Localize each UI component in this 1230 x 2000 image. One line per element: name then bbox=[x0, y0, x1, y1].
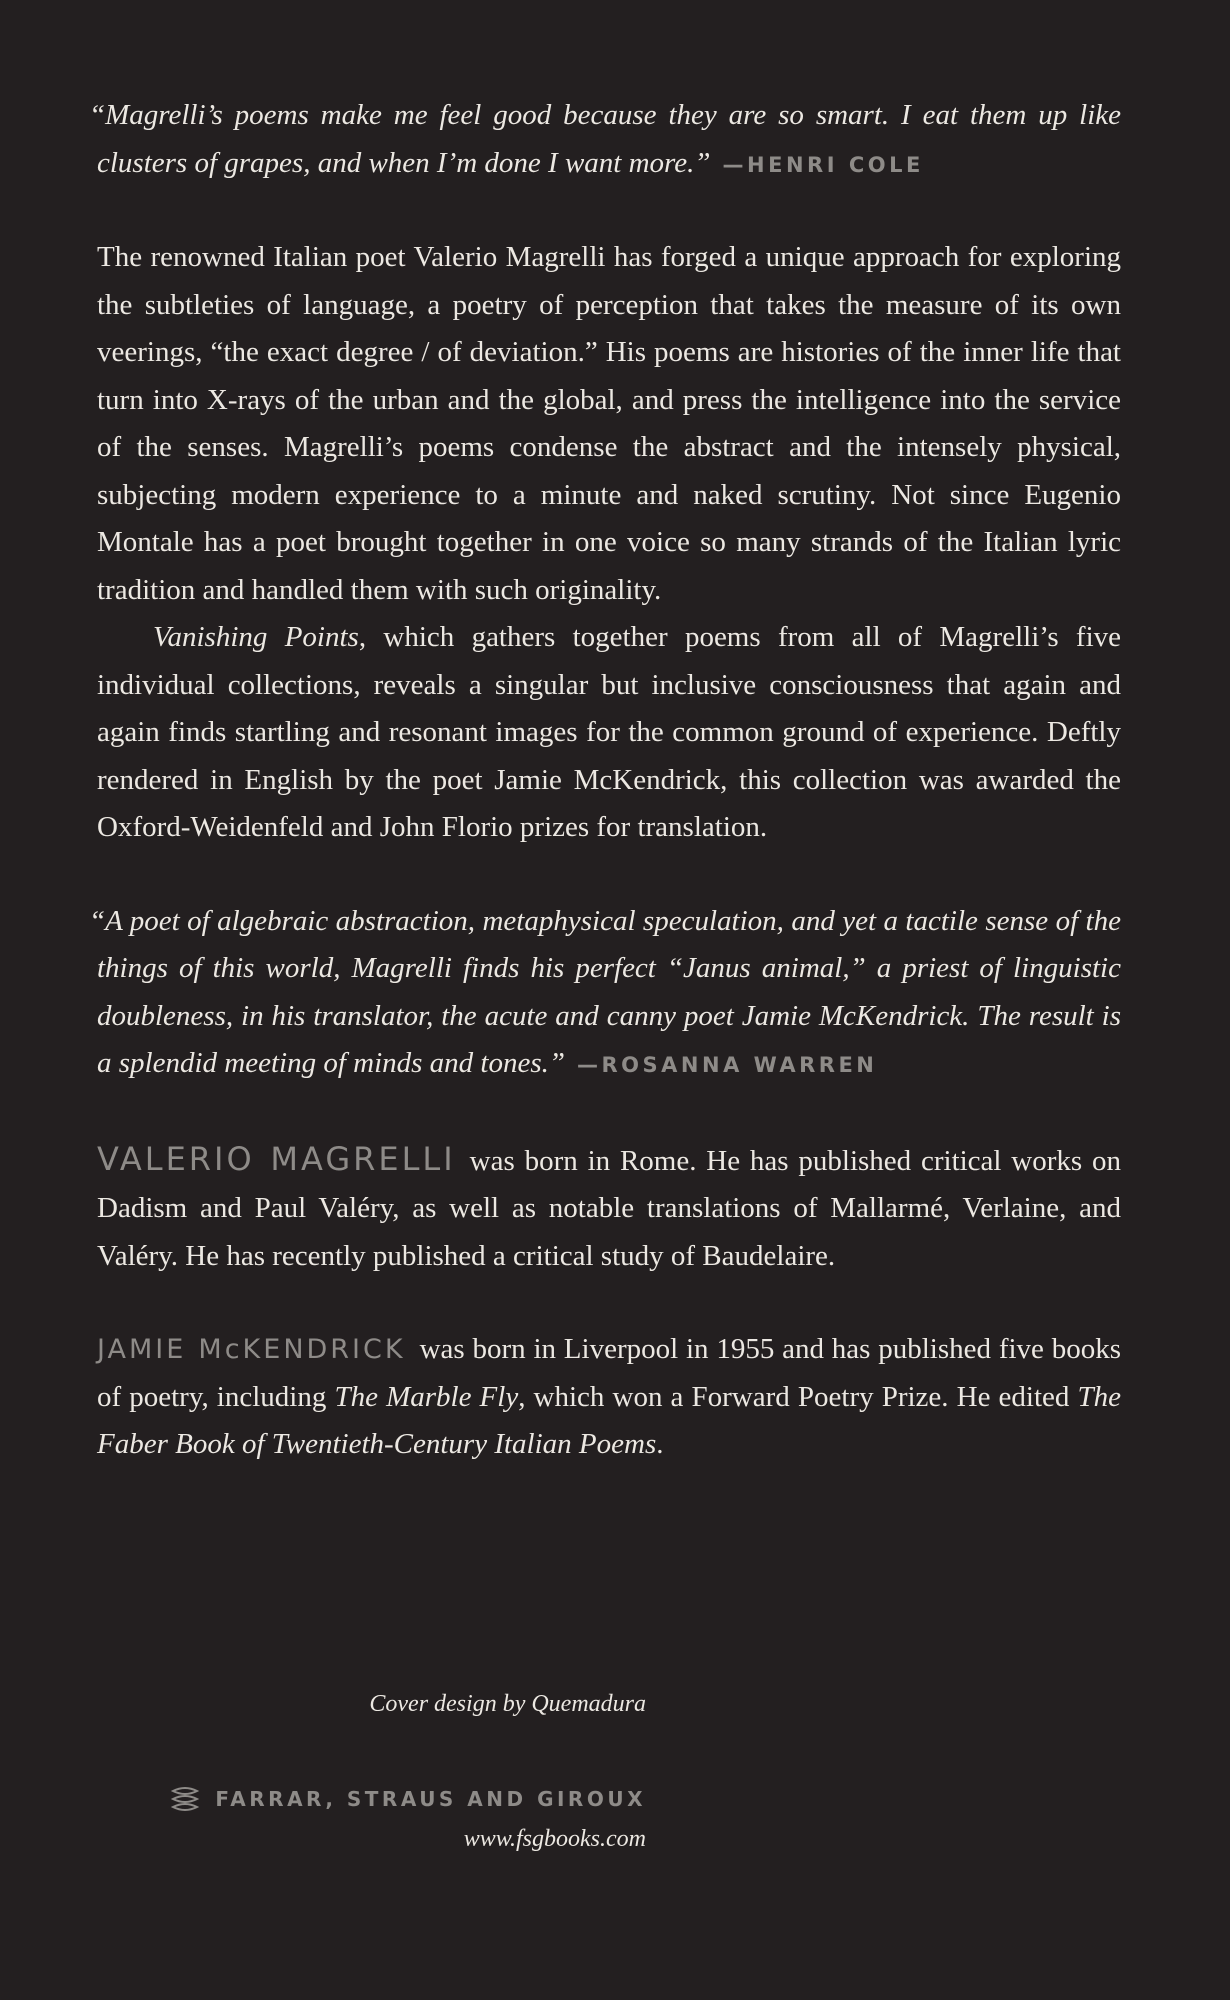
translator-bio-text-3: . bbox=[656, 1428, 664, 1460]
author-name: VALERIO MAGRELLI bbox=[97, 1139, 456, 1178]
description-paragraph-2 bbox=[97, 614, 1121, 852]
author-bio-text: was born in Rome. He has published critical works on Dadism and Paul Valéry, as well as notable translations of Mallarmé, Verlaine, and Valéry. He has recently published a critical study of Baudelaire. bbox=[97, 1144, 1122, 1272]
translator-bio-text-1: was born in Liverpool in 1955 and has published five books of poetry, including bbox=[97, 1333, 1121, 1413]
book-title: Vanishing Points bbox=[153, 621, 359, 653]
publisher-line bbox=[0, 1786, 646, 1812]
translator-book-title-1: The Marble Fly bbox=[334, 1380, 519, 1413]
blurb-text: “A poet of algebraic abstraction, metaphysical speculation, and yet a tactile sense of the things of this world, Magrelli finds his perfect “Janus animal,” a priest of linguistic doubleness, in his translator, the acute and canny poet Jamie McKendrick. The result is a splendid meeting of minds and tones.” bbox=[89, 904, 1121, 1079]
translator-bio bbox=[97, 1326, 1121, 1469]
description-paragraph-1: The renowned Italian poet Valerio Magrelli has forged a unique approach for exploring the subtleties of language, a poetry of perception that takes the measure of its own veerings, “the exact degree / of deviation.” His poems are histories of the inner life that turn into X-rays of the urban and the global, and press the intelligence into the service of the senses. Magrelli’s poems condense the abstract and the intensely physical, subjecting modern experience to a minute and naked scrutiny. Not since Eugenio Montale has a poet brought together in one voice so many strands of the Italian lyric tradition and handled them with such originality. bbox=[97, 241, 1121, 606]
author-bio bbox=[97, 1136, 1121, 1281]
publisher-website[interactable]: www.fsgbooks.com bbox=[463, 1826, 646, 1852]
blurb-henri-cole bbox=[89, 92, 1121, 189]
cover-design-credit: Cover design by Quemadura bbox=[369, 1691, 646, 1717]
blurb-attribution: —HENRI COLE bbox=[722, 152, 924, 177]
blurb-rosanna-warren bbox=[89, 898, 1121, 1090]
publisher-name: FARRAR, STRAUS AND GIROUX bbox=[215, 1787, 646, 1811]
back-cover-content bbox=[89, 92, 1122, 1469]
translator-bio-text-2: , which won a Forward Poetry Prize. He edited bbox=[518, 1380, 1078, 1413]
blurb-text: “Magrelli’s poems make me feel good because they are so smart. I eat them up like clusters of grapes, and when I’m done I want more.” bbox=[89, 99, 1121, 179]
fsg-fish-logo-icon bbox=[169, 1786, 201, 1812]
translator-book-title-2: The Faber Book of Twentieth-Century Italian Poems bbox=[97, 1380, 1122, 1460]
blurb-attribution: —ROSANNA WARREN bbox=[577, 1053, 878, 1077]
translator-name: JAMIE McKENDRICK bbox=[97, 1334, 406, 1365]
description-paragraph-2-text: , which gathers together poems from all of Magrelli’s five individual collections, reveals a singular but inclusive consciousness that again and again finds startling and resonant images for the common ground of experience. Deftly rendered in English by the poet Jamie McKendrick, this collection was awarded the Oxford-Weidenfeld and John Florio prizes for translation. bbox=[97, 621, 1121, 843]
